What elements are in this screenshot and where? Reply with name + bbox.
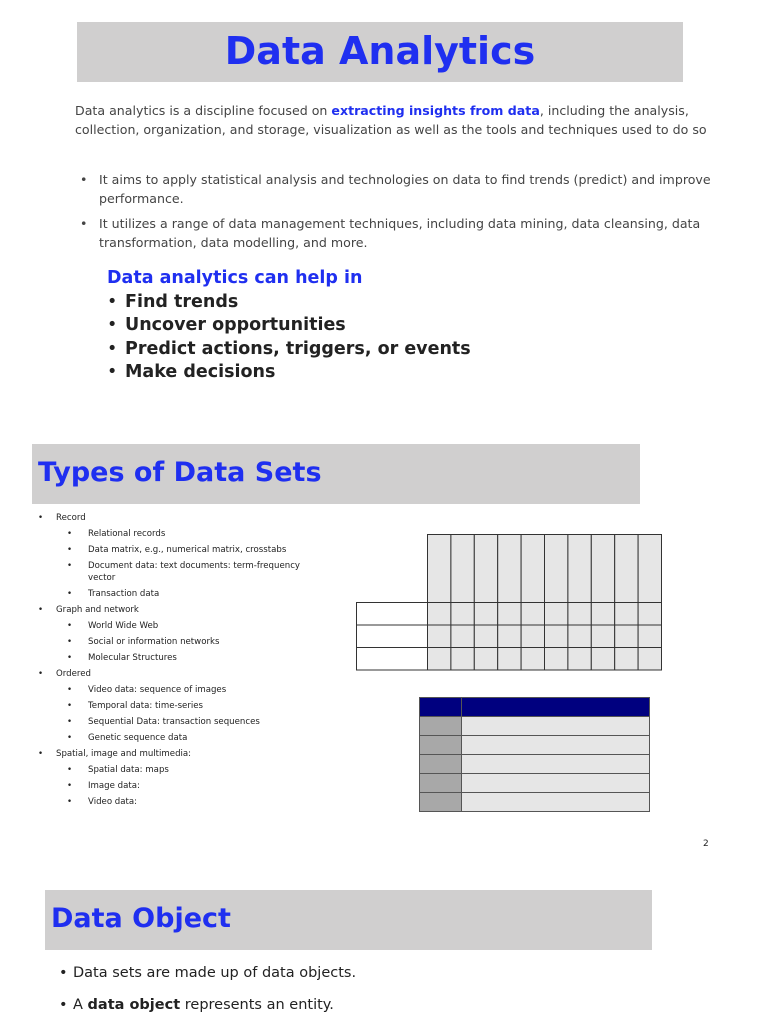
type-group-label: Record <box>56 513 86 523</box>
matrix-cell <box>591 625 614 648</box>
type-group <box>38 604 318 664</box>
matrix-cell <box>451 625 474 648</box>
record-matrix-cells <box>357 535 662 671</box>
object-banner <box>45 890 652 950</box>
type-item: • Social or information networks <box>56 636 318 648</box>
matrix-cell <box>498 648 521 671</box>
analytics-bullet: • It aims to apply statistical analysis and technologies on data to find trends (predict) and improve performance. <box>80 170 720 208</box>
object-bullet: • Data sets are made up of data objects. <box>59 963 356 983</box>
page-number: 2 <box>703 839 709 849</box>
matrix-cell <box>428 625 451 648</box>
matrix-cell <box>474 648 497 671</box>
table-value-cell <box>462 755 650 774</box>
type-group <box>38 668 318 744</box>
matrix-header-cell <box>615 535 638 603</box>
matrix-cell <box>568 648 591 671</box>
matrix-cell <box>498 625 521 648</box>
matrix-cell <box>451 603 474 626</box>
matrix-cell <box>615 625 638 648</box>
table-value-cell <box>462 736 650 755</box>
matrix-cell <box>521 603 544 626</box>
matrix-cell <box>498 603 521 626</box>
matrix-cell <box>638 603 661 626</box>
matrix-cell <box>591 648 614 671</box>
type-item: • Image data: <box>56 780 318 792</box>
intro-paragraph <box>75 101 745 139</box>
table-key-cell <box>420 736 462 755</box>
table-key-cell <box>420 774 462 793</box>
page-title: Data Analytics <box>224 29 536 73</box>
matrix-cell <box>545 625 568 648</box>
analytics-bullet-list <box>80 170 720 258</box>
matrix-header-cell <box>428 535 451 603</box>
intro-text-start: Data analytics is a discipline focused on <box>75 103 332 118</box>
data-set-types-list <box>38 512 318 812</box>
title-banner <box>77 22 683 82</box>
matrix-row-label-cell <box>357 625 428 648</box>
matrix-cell <box>591 603 614 626</box>
help-item: • Make decisions <box>107 361 471 384</box>
record-table-cells <box>420 698 650 812</box>
table-key-cell <box>420 793 462 812</box>
matrix-cell <box>451 648 474 671</box>
matrix-cell <box>615 603 638 626</box>
object-bullet-bold: data object <box>87 997 181 1013</box>
matrix-header-cell <box>591 535 614 603</box>
matrix-row-label-cell <box>357 603 428 626</box>
matrix-cell <box>474 603 497 626</box>
object-title: Data Object <box>51 903 231 934</box>
type-group <box>38 512 318 600</box>
type-item: • Sequential Data: transaction sequences <box>56 716 318 728</box>
help-item: • Uncover opportunities <box>107 314 471 337</box>
help-heading: Data analytics can help in <box>107 268 363 288</box>
type-item: • Relational records <box>56 528 318 540</box>
matrix-cell <box>428 648 451 671</box>
help-item: • Find trends <box>107 291 471 314</box>
matrix-cell <box>428 603 451 626</box>
matrix-header-cell <box>568 535 591 603</box>
matrix-cell <box>545 603 568 626</box>
table-header-cell <box>420 698 462 717</box>
type-group <box>38 748 318 808</box>
analytics-bullet: • It utilizes a range of data management techniques, including data mining, data cleansing, data transformation, data modelling, and more. <box>80 214 720 252</box>
type-group-label: Ordered <box>56 669 91 679</box>
matrix-cell <box>638 625 661 648</box>
matrix-cell <box>568 603 591 626</box>
record-matrix-graphic <box>356 534 662 673</box>
intro-highlight: extracting insights from data <box>331 103 540 118</box>
matrix-header-cell <box>498 535 521 603</box>
type-group-label: Spatial, image and multimedia: <box>56 749 192 759</box>
matrix-header-cell <box>451 535 474 603</box>
type-item: • Molecular Structures <box>56 652 318 664</box>
table-key-cell <box>420 755 462 774</box>
table-value-cell <box>462 793 650 812</box>
matrix-cell <box>474 625 497 648</box>
type-item: • Document data: text documents: term-frequency vector <box>56 560 318 584</box>
help-item: • Predict actions, triggers, or events <box>107 338 471 361</box>
types-banner <box>32 444 640 504</box>
matrix-cell <box>568 625 591 648</box>
table-value-cell <box>462 774 650 793</box>
matrix-row-label-cell <box>357 648 428 671</box>
matrix-cell <box>545 648 568 671</box>
table-value-cell <box>462 717 650 736</box>
type-item: • Transaction data <box>56 588 318 600</box>
matrix-cell <box>638 648 661 671</box>
matrix-header-cell <box>474 535 497 603</box>
type-item: • Temporal data: time-series <box>56 700 318 712</box>
type-item: • Spatial data: maps <box>56 764 318 776</box>
types-title: Types of Data Sets <box>38 457 322 488</box>
table-header-cell <box>462 698 650 717</box>
matrix-header-cell <box>521 535 544 603</box>
matrix-header-cell <box>638 535 661 603</box>
matrix-header-cell <box>545 535 568 603</box>
matrix-cell <box>521 625 544 648</box>
type-item: • Data matrix, e.g., numerical matrix, crosstabs <box>56 544 318 556</box>
type-item: • Genetic sequence data <box>56 732 318 744</box>
type-item: • World Wide Web <box>56 620 318 632</box>
type-item: • Video data: <box>56 796 318 808</box>
type-item: • Video data: sequence of images <box>56 684 318 696</box>
help-list <box>107 291 471 384</box>
object-bullet-text: represents an entity. <box>180 997 334 1013</box>
data-object-list <box>59 963 356 1027</box>
object-bullet <box>59 995 356 1015</box>
object-bullet-text: A <box>73 997 88 1013</box>
intro-text-end: , including the analysis, collection, organization, and storage, visualization as well as the tools and techniques used to do so <box>75 103 707 137</box>
table-key-cell <box>420 717 462 736</box>
type-group-label: Graph and network <box>56 605 139 615</box>
record-table-graphic <box>419 697 651 814</box>
matrix-cell <box>521 648 544 671</box>
matrix-cell <box>615 648 638 671</box>
